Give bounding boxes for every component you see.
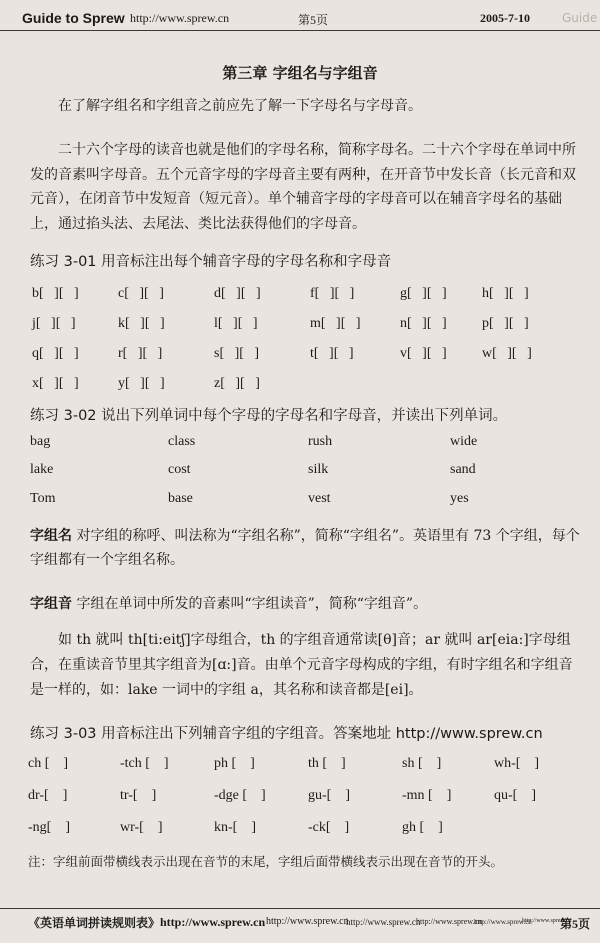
cluster-cell[interactable]: -ck[ ]	[308, 820, 350, 835]
example-paragraph: 如 th 就叫 th[ti:eitʃ]字母组合，th 的字组音通常读[θ]音；ar 就叫 ar[eia:]字母组合，在重读音节里其字组音为[ɑ:]音。由单个元音字母构成的字组，有时字组名和字组音是一样的，如：lake 一词中的字组 a，其名称和读音都是[ei]。	[30, 632, 573, 698]
cluster-cell[interactable]: qu-[ ]	[494, 788, 536, 803]
cluster-cell[interactable]: dr-[ ]	[28, 788, 68, 803]
letter-cell[interactable]: t[ ][ ]	[310, 346, 354, 361]
letter-cell[interactable]: r[ ][ ]	[118, 346, 163, 361]
definition-group-sound	[30, 592, 582, 617]
exercise-3-01-title: 练习 3-01 用音标注出每个辅音字母的字母名称和字母音	[30, 254, 392, 270]
definition-text: 对字组的称呼、叫法称为“字组名称”，简称“字组名”。英语里有 73 个字组，每个字组都有一个字组名称。	[30, 528, 580, 568]
exercise-3-01-row	[32, 316, 592, 336]
header-url[interactable]: http://www.sprew.cn	[130, 11, 230, 25]
letter-cell[interactable]: y[ ][ ]	[118, 376, 165, 391]
letter-cell[interactable]: v[ ][ ]	[400, 346, 447, 361]
letter-cell[interactable]: d[ ][ ]	[214, 286, 261, 301]
cluster-cell[interactable]: ph [ ]	[214, 756, 255, 771]
exercise-3-03-row	[28, 756, 592, 776]
footer-url[interactable]: http://www.sprew.cn	[266, 916, 349, 927]
exercise-3-02-title: 练习 3-02 说出下列单词中每个字母的字母名和字母音，并读出下列单词。	[30, 408, 508, 424]
letter-cell[interactable]: m[ ][ ]	[310, 316, 361, 331]
cluster-cell[interactable]: -dge [ ]	[214, 788, 266, 803]
page-footer	[28, 914, 590, 934]
word-cell: silk	[308, 462, 329, 477]
footer-url[interactable]: http://www.sprew.cn	[346, 917, 421, 927]
header-rule	[0, 30, 600, 31]
cluster-cell[interactable]: sh [ ]	[402, 756, 442, 771]
word-cell: yes	[450, 491, 469, 506]
cluster-cell[interactable]: gh [ ]	[402, 820, 443, 835]
letter-cell[interactable]: z[ ][ ]	[214, 376, 260, 391]
word-cell: wide	[450, 434, 478, 449]
word-cell: class	[168, 434, 196, 449]
letter-cell[interactable]: f[ ][ ]	[310, 286, 355, 301]
cluster-cell[interactable]: th [ ]	[308, 756, 346, 771]
word-cell: base	[168, 491, 193, 506]
intro-paragraph: 在了解字组名和字组音之前应先了解一下字母名与字母音。	[58, 98, 422, 114]
exercise-3-02-row	[30, 491, 570, 511]
letter-sound-paragraph: 二十六个字母的读音也就是他们的字母名称，简称字母名。二十六个字母在单词中所发的音素叫字母音。五个元音字母的字母音主要有两种，在开音节中发长音（长元音和双元音），在闭音节中发短音（短元音）。单个辅音字母的字母音可以在辅音字母名的基础上，通过掐头法、去尾法、类比法获得他们的字母音。	[30, 142, 576, 232]
exercise-3-01-row	[32, 286, 592, 306]
letter-cell[interactable]: p[ ][ ]	[482, 316, 529, 331]
cluster-cell[interactable]: -ng[ ]	[28, 820, 70, 835]
footer-title: 《英语单词拼读规则表》	[28, 916, 161, 930]
letter-cell[interactable]: j[ ][ ]	[32, 316, 76, 331]
cluster-cell[interactable]: tr-[ ]	[120, 788, 157, 803]
exercise-3-01-row	[32, 346, 592, 366]
word-cell: sand	[450, 462, 476, 477]
word-cell: bag	[30, 434, 51, 449]
header-brand: Guide to Sprew	[22, 10, 125, 26]
exercise-3-02-row	[30, 434, 570, 454]
term-group-sound: 字组音	[30, 596, 72, 612]
footer-url[interactable]: http://www.sprew.cn	[416, 917, 483, 926]
letter-cell[interactable]: c[ ][ ]	[118, 286, 164, 301]
cluster-cell[interactable]: wr-[ ]	[120, 820, 163, 835]
header-page-number: 第5页	[298, 13, 329, 27]
footer-url[interactable]: http://www.sprew.cn	[474, 918, 532, 926]
header-bleed-through: Guide	[562, 11, 598, 25]
word-cell: vest	[308, 491, 331, 506]
page-header	[22, 8, 598, 30]
footnote: 注：字组前面带横线表示出现在音节的末尾，字组后面带横线表示出现在音节的开头。	[28, 854, 504, 869]
definition-text: 字组在单词中所发的音素叫“字组读音”，简称“字组音”。	[72, 596, 428, 612]
letter-cell[interactable]: h[ ][ ]	[482, 286, 529, 301]
exercise-3-02-row	[30, 462, 570, 482]
letter-cell[interactable]: b[ ][ ]	[32, 286, 79, 301]
letter-cell[interactable]: s[ ][ ]	[214, 346, 260, 361]
cluster-cell[interactable]: wh-[ ]	[494, 756, 540, 771]
letter-cell[interactable]: w[ ][ ]	[482, 346, 532, 361]
exercise-3-03-row	[28, 820, 592, 840]
header-date: 2005-7-10	[480, 11, 530, 25]
exercise-3-01-row	[32, 376, 592, 396]
term-group-name: 字组名	[30, 528, 72, 544]
cluster-cell[interactable]: -tch [ ]	[120, 756, 169, 771]
word-cell: Tom	[30, 491, 56, 506]
exercise-3-03-row	[28, 788, 592, 808]
letter-cell[interactable]: k[ ][ ]	[118, 316, 165, 331]
cluster-cell[interactable]: gu-[ ]	[308, 788, 350, 803]
letter-cell[interactable]: l[ ][ ]	[214, 316, 258, 331]
exercise-3-03-title: 练习 3-03 用音标注出下列辅音字组的字组音。答案地址 http://www.sprew.cn	[30, 726, 543, 742]
footer-rule	[0, 908, 600, 909]
letter-cell[interactable]: x[ ][ ]	[32, 376, 79, 391]
word-cell: rush	[308, 434, 333, 449]
definition-group-name	[30, 524, 582, 572]
chapter-title: 第三章 字组名与字组音	[222, 64, 378, 82]
footer-page-number: 第5页	[559, 917, 590, 931]
letter-cell[interactable]: n[ ][ ]	[400, 316, 447, 331]
cluster-cell[interactable]: -mn [ ]	[402, 788, 452, 803]
footer-url[interactable]: http://www.sprew.cn	[160, 915, 266, 929]
letter-cell[interactable]: q[ ][ ]	[32, 346, 79, 361]
cluster-cell[interactable]: ch [ ]	[28, 756, 69, 771]
cluster-cell[interactable]: kn-[ ]	[214, 820, 256, 835]
word-cell: cost	[168, 462, 191, 477]
letter-cell[interactable]: g[ ][ ]	[400, 286, 447, 301]
footer-url[interactable]: http://www.sprew.cn	[522, 918, 572, 924]
word-cell: lake	[30, 462, 54, 477]
